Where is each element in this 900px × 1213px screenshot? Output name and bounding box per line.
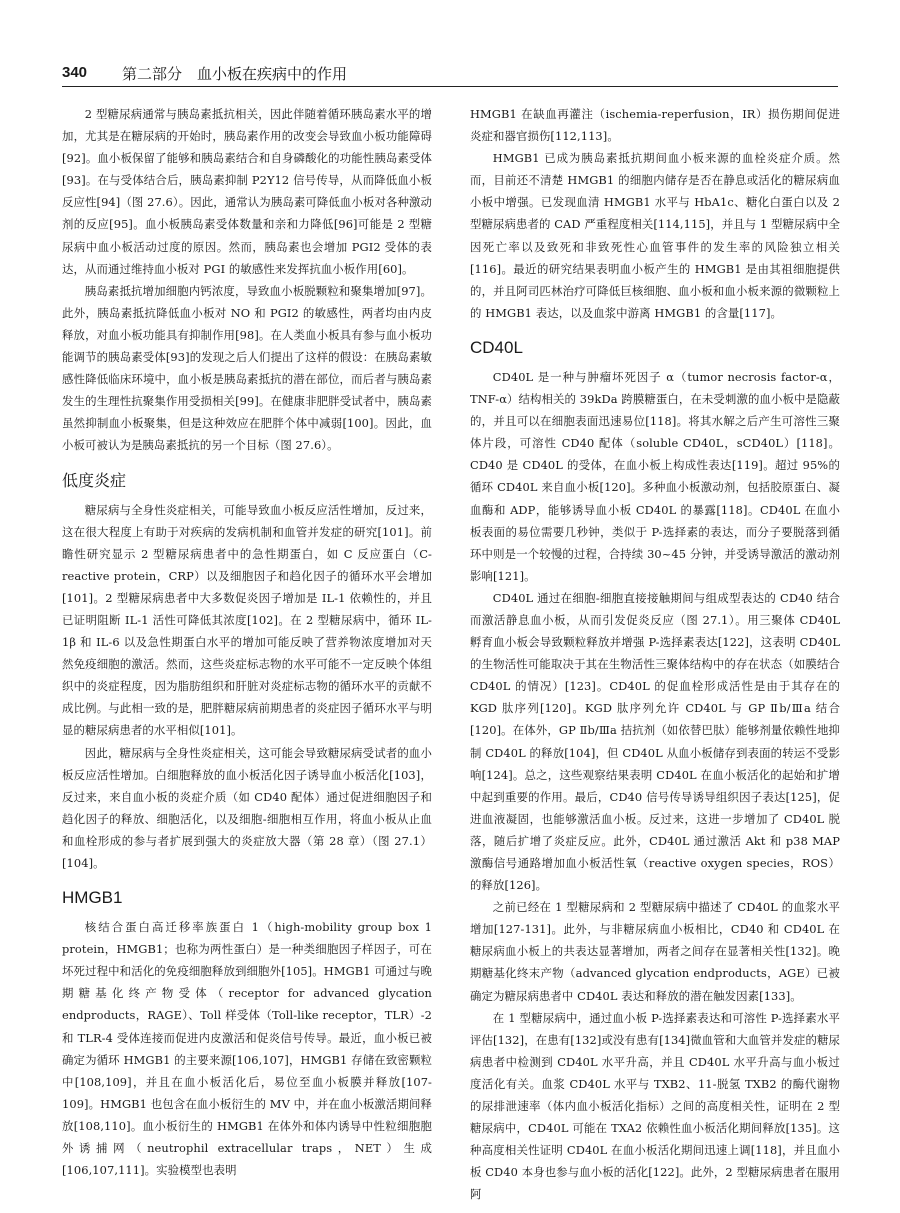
right-column	[470, 103, 840, 1206]
section-heading-inflammation: 低度炎症	[62, 470, 127, 490]
paragraph: 糖尿病与全身性炎症相关，可能导致血小板反应活性增加，反过来，这在很大程度上有助于对疾病的发病机制和血管并发症的研究[101]。前瞻性研究显示 2 型糖尿病患者中的急性期蛋白，如 C 反应蛋白（C-reactive protein，CRP）以及细胞因子和趋化因子的循环水平会增加[101]。2 型糖尿病患者中大多数促炎因子增加是 IL-1 依赖性的，并且已证明阻断 IL-1 活性可降低其浓度[102]。在 2 型糖尿病中，循环 IL-1β 和 IL-6 以及急性期蛋白水平的增加可能反映了营养物浓度增加对天然免疫细胞的激活。然而，这些炎症标志物的水平可能不一定反映个体组织中的炎症程度，因为脂肪组织和肝脏对炎症标志物的循环水平的贡献不成比例。与此相一致的是，肥胖糖尿病前期患者的炎症因子循环水平与明显的糖尿病患者的水平相似[101]。	[62, 502, 432, 738]
page-header	[62, 62, 838, 92]
paragraph: HMGB1 在缺血再灌注（ischemia-reperfusion，IR）损伤期间促进炎症和器官损伤[112,113]。	[470, 107, 840, 144]
section-heading-cd40l: CD40L	[470, 337, 523, 357]
paragraph: 在 1 型糖尿病中，通过血小板 P-选择素表达和可溶性 P-选择素水平评估[132]，在患有[132]或没有患有[134]微血管和大血管并发症的糖尿病患者中检测到 CD40L 水平升高，并且 CD40L 水平升高与血小板过度活化有关。血浆 CD40L 水平与 TXB2、11-脱氢 TXB2 的酶代谢物的尿排泄速率（体内血小板活化指标）之间的高度相关性，证明在 2 型糖尿病中，CD40L 可能在 TXA2 依赖性血小板活化期间释放[135]。这种高度相关性证明 CD40L 在血小板活化期间迅速上调[118]，并且血小板 CD40 本身也参与血小板的活化[122]。此外，2 型糖尿病患者在服用阿	[470, 1010, 840, 1202]
section-heading-hmgb1: HMGB1	[62, 888, 123, 908]
paragraph: CD40L 是一种与肿瘤坏死因子 α（tumor necrosis factor-α，TNF-α）结构相关的 39kDa 跨膜糖蛋白，在未受刺激的血小板中是隐蔽的，并且可以在细胞表面迅速易位[118]。将其水解之后产生可溶性三聚体片段，可溶性 CD40 配体（soluble CD40L，sCD40L）[118]。CD40 是 CD40L 的受体，在血小板上构成性表达[119]。超过 95%的循环 CD40L 来自血小板[120]。多种血小板激动剂，包括胶原蛋白、凝血酶和 ADP，能够诱导血小板 CD40L 的暴露[118]。CD40L 在血小板表面的易位需要几秒钟，类似于 P-选择素的表达，而分子要脱落到循环中则是一个较慢的过程，合持续 30~45 分钟，并受诱导激活的激动剂影响[121]。	[470, 369, 840, 583]
header-rule	[62, 86, 838, 87]
paragraph: 之前已经在 1 型糖尿病和 2 型糖尿病中描述了 CD40L 的血浆水平增加[127-131]。此外，与非糖尿病血小板相比，CD40 和 CD40L 在糖尿病血小板上的共表达显著增加，两者之间存在显著相关性[132]。晚期糖基化终末产物（advanced glycation endproducts，AGE）已被确定为糖尿病患者中 CD40L 表达和释放的潜在触发因素[133]。	[470, 900, 840, 1003]
running-title: 第二部分 血小板在疾病中的作用	[122, 65, 348, 83]
paragraph: CD40L 通过在细胞-细胞直接接触期间与组成型表达的 CD40 结合而激活静息血小板，从而引发促炎反应（图 27.1）。用三聚体 CD40L 孵育血小板会导致颗粒释放并增强 P-选择素表达[122]，这表明 CD40L 的生物活性可能取决于其在生物活性三聚体结构中的存在状态（如膜结合 CD40L 的情况）[123]。CD40L 的促血栓形成活性是由于其存在的 KGD 肽序列[120]。KGD 肽序列允许 CD40L 与 GP Ⅱb/Ⅲa 结合[120]。在体外，GP Ⅱb/Ⅲa 拮抗剂（如依替巴肽）能够剂量依赖性地抑制 CD40L 的释放[104]，但 CD40L 从血小板储存到表面的转运不受影响[124]。总之，这些观察结果表明 CD40L 在血小板活化的起始和扩增中起到重要的作用。最后，CD40 信号传导诱导组织因子表达[125]，促进血液凝固，也能够激活血小板。反过来，这进一步增加了 CD40L 脱落，随后扩增了炎症反应。此外，CD40L 通过激活 Akt 和 p38 MAP 激酶信号通路增加血小板活性氧（reactive oxygen species，ROS）的释放[126]。	[470, 590, 840, 893]
paragraph: 核结合蛋白高迁移率族蛋白 1（high-mobility group box 1 protein，HMGB1；也称为两性蛋白）是一种类细胞因子样因子，可在坏死过程中和活化的免疫细胞释放到细胞外[105]。HMGB1 可通过与晚期糖基化终产物受体（receptor for advanced glycation endproducts，RAGE）、Toll 样受体（Toll-like receptor，TLR）-2 和 TLR-4 受体连接而促进内皮激活和促炎信号传导。最近，血小板已被确定为循环 HMGB1 的主要来源[106,107]，HMGB1 存储在致密颗粒中[108,109]，并且在血小板活化后，易位至血小板膜并释放[107-109]。HMGB1 也包含在血小板衍生的 MV 中，并在血小板激活期间释放[108,110]。血小板衍生的 HMGB1 在体外和体内诱导中性粒细胞胞外诱捕网（neutrophil extracellular traps，NET）生成[106,107,111]。实验模型也表明	[62, 920, 432, 1178]
paragraph: 2 型糖尿病通常与胰岛素抵抗相关，因此伴随着循环胰岛素水平的增加，尤其是在糖尿病的开始时，胰岛素作用的改变会导致血小板功能障碍[92]。血小板保留了能够和胰岛素结合和自身磷酸化的功能性胰岛素受体[93]。在与受体结合后，胰岛素抑制 P2Y12 信号传导，从而降低血小板反应性[94]（图 27.6）。因此，通常认为胰岛素可降低血小板对各种激动剂的反应[95]。血小板胰岛素受体数量和亲和力降低[96]可能是 2 型糖尿病中血小板活动过度的原因。然而，胰岛素也会增加 PGI2 受体的表达，从而通过维持血小板对 PGI 的敏感性来发挥抗血小板作用[60]。	[62, 107, 432, 276]
paragraph: 胰岛素抵抗增加细胞内钙浓度，导致血小板脱颗粒和聚集增加[97]。此外，胰岛素抵抗降低血小板对 NO 和 PGI2 的敏感性，两者均由内皮释放，对血小板功能具有抑制作用[98]。在人类血小板具有参与血小板功能调节的胰岛素受体[93]的发现之后人们提出了这样的假设：在胰岛素敏感性降低临床环境中，血小板是胰岛素抵抗的潜在部位，而后者与胰岛素发生的生理性抗聚集作用受损相关[99]。在健康非肥胖受试者中，胰岛素虽然抑制血小板聚集，但是这种效应在肥胖个体中减弱[100]。因此，血小板可被认为是胰岛素抵抗的另一个目标（图 27.6）。	[62, 283, 432, 453]
page-number: 340	[62, 64, 88, 81]
paragraph: 因此，糖尿病与全身性炎症相关，这可能会导致糖尿病受试者的血小板反应活性增加。白细胞释放的血小板活化因子诱导血小板活化[103]，反过来，来自血小板的炎症介质（如 CD40 配体）通过促进细胞因子和趋化因子的释放、细胞活化，以及细胞-细胞相互作用，将血小板从止血和血栓形成的参与者扩展到强大的炎症放大器（第 28 章）（图 27.1）[104]。	[62, 745, 432, 870]
left-column	[62, 103, 432, 1181]
paragraph: HMGB1 已成为胰岛素抵抗期间血小板来源的血栓炎症介质。然而，目前还不清楚 HMGB1 的细胞内储存是否在静息或活化的糖尿病血小板中增强。已发现血清 HMGB1 水平与 HbA1c、糖化白蛋白以及 2 型糖尿病患者的 CAD 严重程度相关[114,115]，并且与 1 型糖尿病中全因死亡率以及致死和非致死性心血管事件的发生率的风险独立相关[116]。最近的研究结果表明血小板产生的 HMGB1 是由其祖细胞提供的，并且阿司匹林治疗可降低巨核细胞、血小板和血小板来源的微颗粒上的 HMGB1 表达，以及血浆中游离 HMGB1 的含量[117]。	[470, 151, 840, 320]
